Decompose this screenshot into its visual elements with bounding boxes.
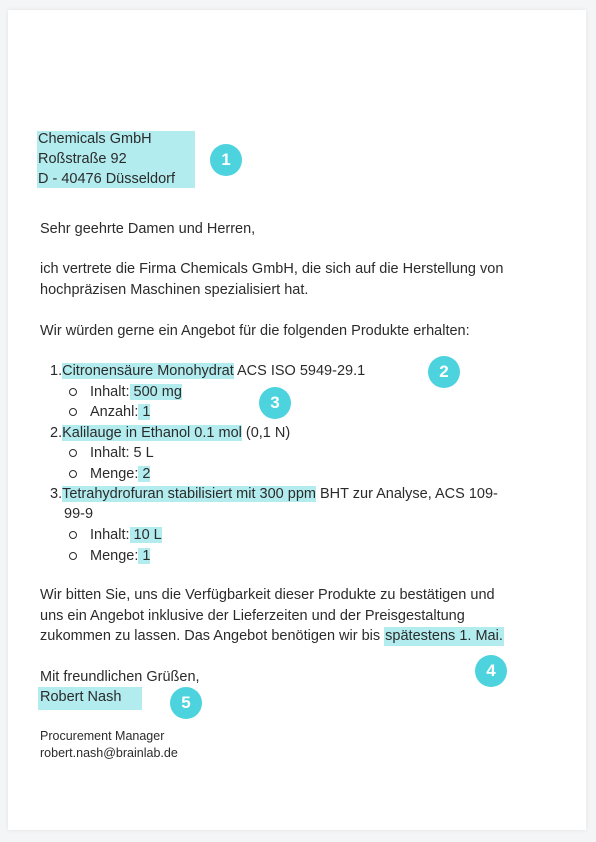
item-sub: Inhalt: 500 mg — [90, 384, 182, 400]
closing-line-2: uns ein Angebot inklusive der Lieferzeiten und der Preisgestaltung — [40, 608, 465, 624]
item-spec-continued: 99-9 — [64, 506, 94, 522]
item-spec: ACS ISO 5949-29.1 — [233, 363, 366, 379]
item-number: 2. — [50, 425, 63, 441]
signer-title: Procurement Manager — [40, 729, 165, 743]
intro-line-1: ich vertrete die Firma Chemicals GmbH, die sich auf die Herstellung von — [40, 261, 504, 277]
bullet-icon — [69, 531, 77, 539]
item-spec: BHT zur Analyse, ACS 109- — [315, 486, 498, 502]
annotation-badge-4: 4 — [475, 655, 507, 687]
closing-line-3: zukommen zu lassen. Das Angebot benötigen wir bis spätestens 1. Mai. — [40, 628, 503, 644]
annotation-badge-5: 5 — [170, 687, 202, 719]
item-name: Tetrahydrofuran stabilisiert mit 300 ppm — [62, 486, 316, 502]
closing-line-1: Wir bitten Sie, uns die Verfügbarkeit dieser Produkte zu bestätigen und — [40, 587, 495, 603]
item-sub: Inhalt: 10 L — [90, 527, 162, 543]
signer-email: robert.nash@brainlab.de — [40, 746, 178, 760]
list-item — [50, 423, 290, 444]
signoff: Mit freundlichen Grüßen, — [40, 669, 200, 685]
signer-name: Robert Nash — [40, 689, 122, 705]
item-sub: Menge: 1 — [90, 548, 151, 564]
item-number: 1. — [50, 363, 63, 379]
list-item — [50, 361, 365, 382]
bullet-icon — [69, 552, 77, 560]
item-sub: Menge: 2 — [90, 466, 151, 482]
bullet-icon — [69, 449, 77, 457]
list-item — [50, 484, 498, 505]
item-number: 3. — [50, 486, 63, 502]
item-sub: Inhalt: 5 L — [90, 445, 154, 461]
request-line: Wir würden gerne ein Angebot für die folgenden Produkte erhalten: — [40, 323, 470, 339]
annotation-badge-3: 3 — [259, 387, 291, 419]
address-city: D - 40476 Düsseldorf — [38, 171, 176, 187]
intro-line-2: hochpräzisen Maschinen spezialisiert hat. — [40, 282, 309, 298]
letter-page — [8, 10, 586, 830]
item-name: Citronensäure Monohydrat — [62, 363, 234, 379]
bullet-icon — [69, 470, 77, 478]
bullet-icon — [69, 388, 77, 396]
annotation-badge-1: 1 — [210, 144, 242, 176]
bullet-icon — [69, 408, 77, 416]
address-street: Roßstraße 92 — [38, 151, 127, 167]
annotation-badge-2: 2 — [428, 356, 460, 388]
greeting: Sehr geehrte Damen und Herren, — [40, 221, 256, 237]
address-company: Chemicals GmbH — [38, 131, 152, 147]
item-name: Kalilauge in Ethanol 0.1 mol — [62, 425, 242, 441]
deadline-highlight: spätestens 1. Mai. — [385, 628, 503, 644]
item-sub: Anzahl: 1 — [90, 404, 151, 420]
item-spec: (0,1 N) — [241, 425, 291, 441]
